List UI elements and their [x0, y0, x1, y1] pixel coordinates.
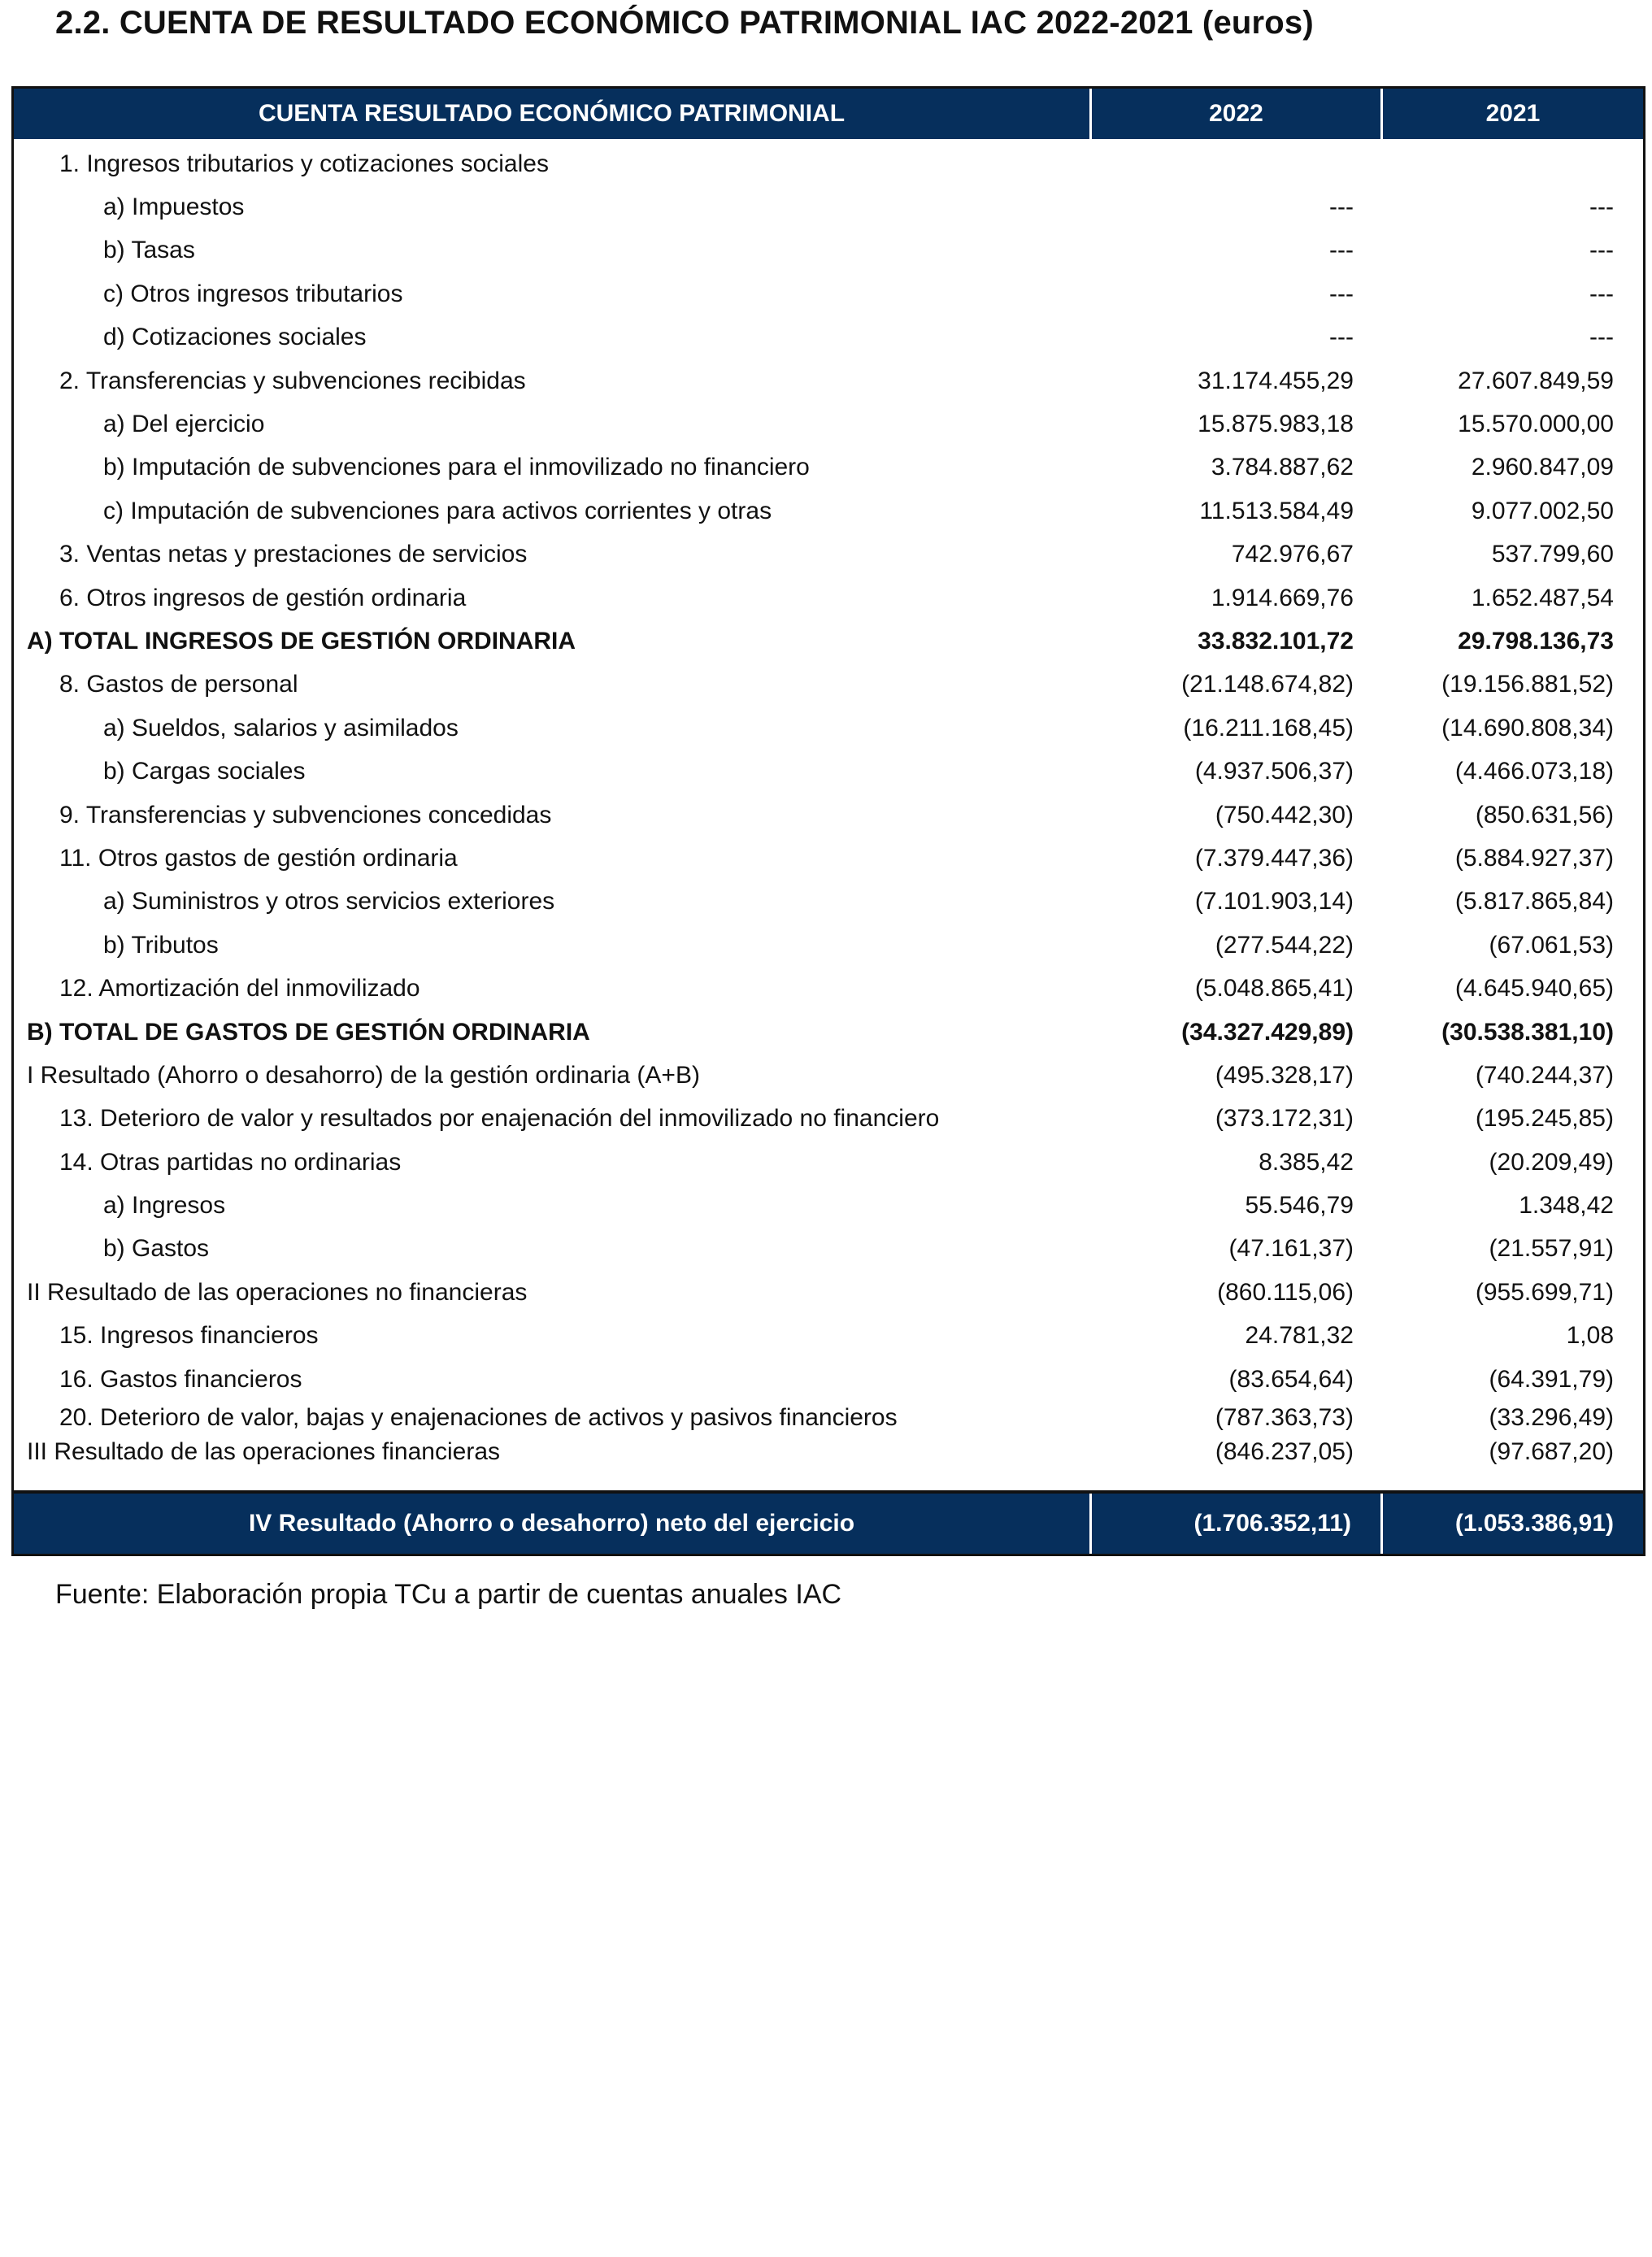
row-label: b) Tasas: [103, 237, 195, 264]
row-label: 13. Deterioro de valor y resultados por enajenación del inmovilizado no financiero: [59, 1105, 940, 1133]
value-2022: 742.976,67: [1231, 541, 1354, 568]
row-label: c) Imputación de subvenciones para activos corrientes y otras: [103, 497, 772, 524]
value-2021: 2.960.847,09: [1471, 454, 1614, 481]
value-2021: (14.690.808,34): [1441, 714, 1614, 741]
table-row: [14, 1184, 1643, 1227]
value-2022: ---: [1329, 324, 1354, 351]
value-2022: 33.832.101,72: [1198, 627, 1354, 654]
row-label: b) Tributos: [103, 931, 219, 959]
row-label: 6. Otros ingresos de gestión ordinaria: [59, 584, 467, 611]
table-row: [14, 1315, 1643, 1358]
row-label: b) Cargas sociales: [103, 758, 306, 785]
table-row: [14, 316, 1643, 359]
value-2022: (277.544,22): [1215, 931, 1354, 959]
table-row: [14, 1141, 1643, 1184]
row-label: 11. Otros gastos de gestión ordinaria: [59, 844, 458, 872]
row-label: 16. Gastos financieros: [59, 1365, 302, 1393]
row-label: 2. Transferencias y subvenciones recibidas: [59, 367, 526, 394]
value-2021: (5.817.865,84): [1454, 888, 1614, 915]
row-label: 14. Otras partidas no ordinarias: [59, 1148, 402, 1176]
table-row: [14, 142, 1643, 185]
table-row: [14, 1098, 1643, 1141]
value-2021: 15.570.000,00: [1458, 411, 1614, 438]
table-row: [14, 881, 1643, 924]
table-row: [14, 402, 1643, 446]
value-2022: (750.442,30): [1215, 801, 1354, 828]
value-2022: 15.875.983,18: [1198, 411, 1354, 438]
value-2021: 29.798.136,73: [1458, 627, 1614, 654]
table-row: [14, 1435, 1643, 1469]
value-2022: 1.914.669,76: [1211, 584, 1354, 611]
value-2022: (21.148.674,82): [1181, 671, 1354, 698]
row-label: c) Otros ingresos tributarios: [103, 280, 403, 307]
row-label: II Resultado de las operaciones no financieras: [27, 1278, 528, 1306]
table-row: [14, 1228, 1643, 1271]
table-row: [14, 229, 1643, 272]
value-2021: (97.687,20): [1489, 1438, 1614, 1466]
row-label: III Resultado de las operaciones financieras: [27, 1438, 501, 1466]
value-2022: (47.161,37): [1228, 1235, 1354, 1263]
value-2022: (7.101.903,14): [1194, 888, 1354, 915]
row-label: A) TOTAL INGRESOS DE GESTIÓN ORDINARIA: [27, 627, 576, 654]
value-2021: 1,08: [1566, 1322, 1614, 1350]
page-title: 2.2. CUENTA DE RESULTADO ECONÓMICO PATRIMONIAL IAC 2022-2021 (euros): [55, 5, 1314, 41]
value-2021: ---: [1589, 280, 1614, 307]
header-concept: CUENTA RESULTADO ECONÓMICO PATRIMONIAL: [258, 100, 846, 127]
row-label: 15. Ingresos financieros: [59, 1322, 319, 1350]
row-label: 20. Deterioro de valor, bajas y enajenaciones de activos y pasivos financieros: [59, 1404, 898, 1432]
value-2021: 1.348,42: [1519, 1192, 1614, 1220]
value-2022: 3.784.887,62: [1211, 454, 1354, 481]
row-label: 8. Gastos de personal: [59, 671, 298, 698]
footer-label: IV Resultado (Ahorro o desahorro) neto del ejercicio: [248, 1510, 855, 1537]
table-row: [14, 837, 1643, 880]
row-label: B) TOTAL DE GASTOS DE GESTIÓN ORDINARIA: [27, 1018, 590, 1046]
value-2021: (30.538.381,10): [1441, 1018, 1614, 1046]
row-label: d) Cotizaciones sociales: [103, 324, 367, 351]
value-2021: ---: [1589, 324, 1614, 351]
table-row: [14, 794, 1643, 837]
table-row: [14, 663, 1643, 707]
header-2022: 2022: [1089, 89, 1380, 139]
value-2021: ---: [1589, 194, 1614, 221]
value-2021: (5.884.927,37): [1454, 844, 1614, 872]
table-row: [14, 707, 1643, 750]
value-2022: 8.385,42: [1259, 1148, 1354, 1176]
row-label: 9. Transferencias y subvenciones concedidas: [59, 801, 552, 828]
row-label: 12. Amortización del inmovilizado: [59, 975, 420, 1002]
value-2022: ---: [1329, 237, 1354, 264]
value-2022: 31.174.455,29: [1198, 367, 1354, 394]
table-row: [14, 576, 1643, 620]
table-row: [14, 446, 1643, 489]
row-label: 3. Ventas netas y prestaciones de servicios: [59, 541, 528, 568]
value-2022: (7.379.447,36): [1194, 844, 1354, 872]
table-row: [14, 1401, 1643, 1435]
value-2022: (787.363,73): [1215, 1404, 1354, 1432]
value-2021: (4.466.073,18): [1454, 758, 1614, 785]
table-row: [14, 359, 1643, 402]
table-header: [14, 89, 1643, 139]
value-2022: (16.211.168,45): [1183, 714, 1354, 741]
value-2021: (740.244,37): [1475, 1061, 1614, 1089]
row-label: a) Del ejercicio: [103, 411, 265, 438]
value-2021: (33.296,49): [1489, 1404, 1614, 1432]
row-label: 1. Ingresos tributarios y cotizaciones sociales: [59, 150, 549, 177]
value-2022: (860.115,06): [1217, 1278, 1354, 1306]
value-2022: (5.048.865,41): [1194, 975, 1354, 1002]
footer-2022: (1.706.352,11): [1089, 1494, 1380, 1554]
value-2021: (955.699,71): [1475, 1278, 1614, 1306]
source-note: Fuente: Elaboración propia TCu a partir de cuentas anuales IAC: [55, 1579, 842, 1610]
table-row: [14, 1358, 1643, 1401]
value-2021: (195.245,85): [1475, 1105, 1614, 1133]
value-2021: (20.209,49): [1489, 1148, 1614, 1176]
value-2022: 24.781,32: [1245, 1322, 1354, 1350]
table-row: [14, 750, 1643, 793]
value-2021: 1.652.487,54: [1471, 584, 1614, 611]
table-row: [14, 1271, 1643, 1314]
value-2021: 27.607.849,59: [1458, 367, 1614, 394]
table-row: [14, 185, 1643, 228]
row-label: I Resultado (Ahorro o desahorro) de la gestión ordinaria (A+B): [27, 1061, 700, 1089]
value-2021: (67.061,53): [1489, 931, 1614, 959]
row-label: a) Sueldos, salarios y asimilados: [103, 714, 459, 741]
row-label: b) Gastos: [103, 1235, 210, 1263]
value-2021: (21.557,91): [1489, 1235, 1614, 1263]
value-2022: (373.172,31): [1215, 1105, 1354, 1133]
value-2022: (83.654,64): [1228, 1365, 1354, 1393]
row-label: a) Suministros y otros servicios exteriores: [103, 888, 555, 915]
value-2022: 11.513.584,49: [1199, 497, 1354, 524]
row-label: b) Imputación de subvenciones para el inmovilizado no financiero: [103, 454, 810, 481]
value-2021: (64.391,79): [1489, 1365, 1614, 1393]
table-row: [14, 272, 1643, 315]
value-2022: 55.546,79: [1245, 1192, 1354, 1220]
value-2021: (4.645.940,65): [1454, 975, 1614, 1002]
value-2022: ---: [1329, 194, 1354, 221]
value-2022: (846.237,05): [1215, 1438, 1354, 1466]
header-2021: 2021: [1380, 89, 1643, 139]
table-body: [14, 139, 1643, 1490]
row-label: a) Ingresos: [103, 1192, 226, 1220]
value-2022: (495.328,17): [1215, 1061, 1354, 1089]
value-2021: 537.799,60: [1491, 541, 1614, 568]
value-2021: (850.631,56): [1475, 801, 1614, 828]
footer-2021: (1.053.386,91): [1380, 1494, 1643, 1554]
row-label: a) Impuestos: [103, 194, 245, 221]
table-row: [14, 1011, 1643, 1054]
value-2022: (34.327.429,89): [1181, 1018, 1354, 1046]
table-row: [14, 1054, 1643, 1097]
value-2022: (4.937.506,37): [1194, 758, 1354, 785]
table-row: [14, 924, 1643, 967]
value-2021: ---: [1589, 237, 1614, 264]
income-statement-table: [11, 86, 1645, 1556]
table-row: [14, 967, 1643, 1010]
table-row: [14, 533, 1643, 576]
table-footer-total: [14, 1490, 1643, 1554]
table-row: [14, 620, 1643, 663]
value-2021: (19.156.881,52): [1441, 671, 1614, 698]
value-2021: 9.077.002,50: [1471, 497, 1614, 524]
table-row: [14, 489, 1643, 533]
value-2022: ---: [1329, 280, 1354, 307]
